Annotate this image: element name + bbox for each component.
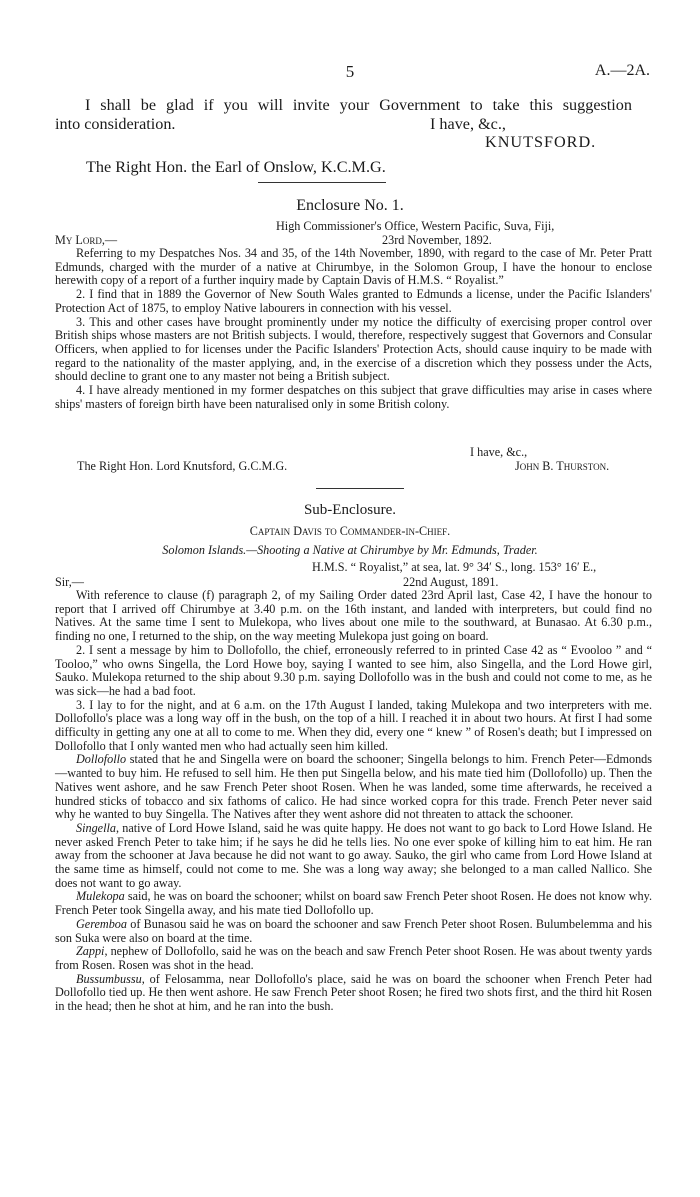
witness-name: Zappi: [76, 944, 105, 959]
enclosure-date: 23rd November, 1892.: [382, 233, 492, 247]
witness-name: Dollofollo: [76, 752, 127, 767]
document-reference: A.—2A.: [594, 62, 650, 79]
page-number: 5: [345, 62, 355, 81]
witness-statement: , nephew of Dollofollo, said he was on the beach and saw French Peter shoot Rosen. He was about twenty yards from Rosen. Rosen was shot in the head.: [55, 944, 652, 972]
witness-name: Singella: [76, 820, 116, 835]
section-divider: [316, 488, 404, 489]
enclosure-paragraph: 2. I find that in 1889 the Governor of New South Wales granted to Edmunds a license, under the Pacific Islanders' Protection Act of 1875, to employ Native labourers in connection with his vessel.: [55, 287, 652, 315]
letter-addressee: The Right Hon. the Earl of Onslow, K.C.M.G.: [86, 158, 386, 176]
letter-line-1: I shall be glad if you will invite your Government to take this suggestion: [85, 96, 632, 114]
sub-enclosure-body: [55, 589, 652, 1014]
sub-enclosure-from-to: Captain Davis to Commander-in-Chief.: [249, 524, 451, 538]
sub-enclosure-location: H.M.S. “ Royalist,” at sea, lat. 9° 34′ S., long. 153° 16′ E.,: [312, 560, 597, 574]
enclosure-office-line: High Commissioner's Office, Western Pacific, Suva, Fiji,: [276, 219, 555, 233]
section-divider: [258, 182, 386, 183]
sub-enclosure-date: 22nd August, 1891.: [403, 575, 499, 589]
statement-paragraph: [55, 918, 652, 945]
report-paragraph: 2. I sent a message by him to Dollofollo, the chief, erroneously referred to in printed Case 42 as “ Evooloo ” and “ Tooloo,” who owns Singella, the Lord Howe boy, saying I wanted to see him, also Singella, and the Lord Howe girl, Sauko. Mulekopa returned to the ship about 9.30 p.m. saying Dollofollo was in the bush and could not come to me, as he was sick—he had a bad foot.: [55, 642, 652, 698]
letter-signature: KNUTSFORD.: [485, 133, 597, 151]
witness-statement: , native of Lord Howe Island, said he was quite happy. He does not want to go back to Lord Howe Island. He never asked French Peter to take him; if he says he did he tells lies. No one ever spoke of killing him to eat him. He ran away from the schooner at Java because he did not want to go away. Sauko, the girl who came from Lord Howe Island at the same time as himself, could not come to me. She was a long way away; she belonged to a man called Nallico. She does not want to go away.: [55, 820, 652, 890]
report-paragraph: With reference to clause (f) paragraph 2, of my Sailing Order dated 23rd April last, Case 42, I have the honour to report that I arrived off Chirumbye at 3.40 p.m. on the 16th instant, and landed with interpreters, but could find no Natives. At the same time I sent to Mulekopa, who lives about one mile to the southward, at Bunasao. At 6.30 p.m., finding no one, I returned to the ship, on the way meeting Mulekopa just going on board.: [55, 588, 652, 644]
statement-paragraph: [55, 753, 652, 822]
sub-enclosure-title: Sub-Enclosure.: [303, 502, 397, 518]
statement-paragraph: [55, 890, 652, 917]
witness-statement: , of Felosamma, near Dollofollo's place, said he was on board the schooner when French Peter had Dollofollo tied up. He then went ashore. He saw French Peter shoot Rosen; he fired two shots first, and the third hit Rosen in the head; then he shot at him, and he ran into the bush.: [55, 971, 652, 1014]
letter-line-2: into consideration.: [55, 115, 176, 133]
sub-enclosure-salutation: Sir,—: [55, 575, 84, 589]
enclosure-signature: John B. Thurston.: [515, 459, 610, 473]
enclosure-paragraph: 3. This and other cases have brought prominently under my notice the difficulty of exercising proper control over British ships whose masters are not British subjects. I would, therefore, respectively suggest that Governors and Consular Officers, when applied to for licenses under the Pacific Islanders' Protection Acts, should cause inquiry to be made with regard to the nationality of the master applying, and, in the exercise of a discretion which they possess under the Acts, should decline to grant one to any master not being a British subject.: [55, 314, 652, 384]
witness-statement: of Bunasou said he was on board the schooner and saw French Peter shoot Rosen. Bulumbelemma and his son Suka were also on board at the time.: [55, 916, 652, 945]
enclosure-paragraph: Referring to my Despatches Nos. 34 and 35, of the 14th November, 1890, with regard to the case of Mr. Peter Pratt Edmunds, charged with the murder of a native at Chirumbye, in the Solomon Group, I have the honour to enclose herewith copy of a report of a further inquiry made by Captain Davis of H.M.S. “ Royalist.”: [55, 246, 652, 288]
statement-paragraph: [55, 945, 652, 972]
letter-closing: I have, &c.,: [430, 115, 506, 133]
witness-name: Mulekopa: [76, 889, 125, 904]
witness-statement: stated that he and Singella were on board the schooner; Singella belongs to him. French Peter—Edmonds—wanted to buy him. He refused to sell him. He then put Singella below, and his mate tied him (Dollofollo) up. Then the Natives went ashore, and he saw French Peter shoot Rosen. When he was landed, some time afterwards, he received a hundred sticks of tobacco and six fathoms of calico. He had since worked copra for this trade. French Peter never said why he wanted to buy Singella. The Natives after they went ashore did not threaten to attack the schooner.: [55, 752, 652, 822]
enclosure-body: [55, 247, 652, 411]
enclosure-closing: I have, &c.,: [470, 445, 528, 459]
statement-paragraph: [55, 973, 652, 1014]
sub-enclosure-subject: Solomon Islands.—Shooting a Native at Chirumbye by Mr. Edmunds, Trader.: [162, 543, 538, 557]
report-paragraph: 3. I lay to for the night, and at 6 a.m. on the 17th August I landed, taking Mulekopa and two interpreters with me. Dollofollo's place was a long way off in the bush, on the top of a hill. I reached it in about two hours. At first I had some difficulty in getting any one at all to come to me. When they did, every one “ knew ” of Rosen's death; but I impressed on Dollofollo that I only wanted men who had actually seen him killed.: [55, 697, 652, 753]
witness-name: Bussumbussu: [76, 971, 142, 986]
enclosure-title: Enclosure No. 1.: [296, 197, 404, 214]
witness-statement: said, he was on board the schooner; whilst on board saw French Peter shoot Rosen. He does not know why. French Peter took Singella away, and his mate tied Dollofollo up.: [55, 889, 652, 918]
enclosure-salutation: My Lord,—: [55, 233, 118, 247]
enclosure-addressee: The Right Hon. Lord Knutsford, G.C.M.G.: [77, 459, 288, 473]
enclosure-paragraph: 4. I have already mentioned in my former despatches on this subject that grave difficulties may arise in cases where ships' masters of foreign birth have been naturalised only in some British colony.: [55, 383, 652, 411]
witness-name: Geremboa: [76, 916, 127, 931]
statement-paragraph: [55, 822, 652, 891]
